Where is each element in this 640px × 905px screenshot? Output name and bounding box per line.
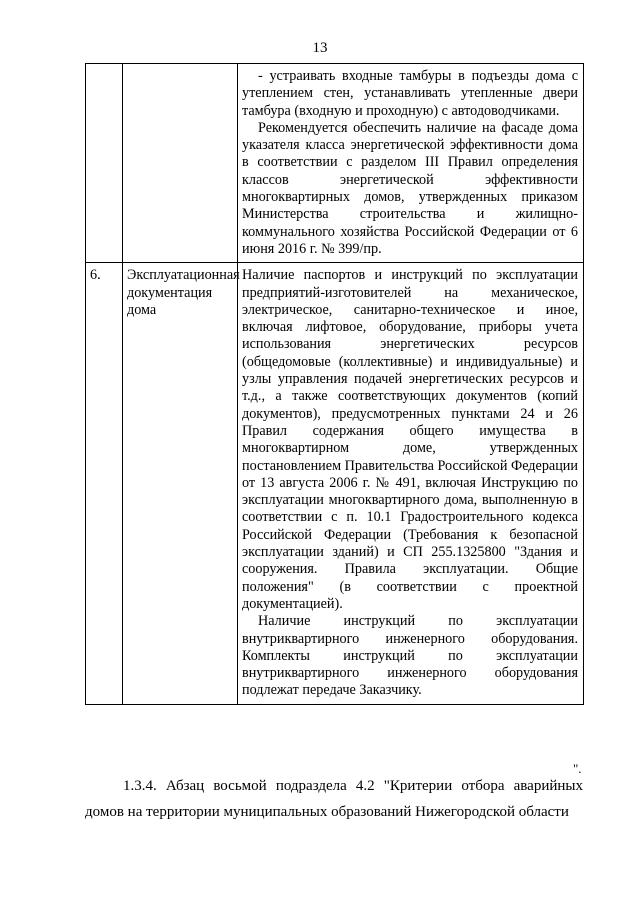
closing-paragraph [85,773,583,825]
content-paragraph: Наличие инструкций по эксплуатации внутриквартирного инженерного оборудования. Комплекты инструкций по эксплуатации внутриквартирного инженерного оборудования подлежат передаче Заказчику. [242,613,578,699]
row-content-cell [238,263,584,704]
page-number: 13 [312,40,328,56]
table-row [86,263,584,704]
row-number-cell [86,64,123,263]
criteria-table [85,63,584,705]
content-paragraph: - устраивать входные тамбуры в подъезды дома с утеплением стен, устанавливать утепленные двери тамбура (входную и проходную) с автодоводчиками. [242,68,578,119]
content-paragraph: Рекомендуется обеспечить наличие на фасаде дома указателя класса энергетической эффективности дома в соответствии с разделом III Правил определения классов энергетической эффективности многоквартирных домов, утвержденных приказом Министерства строительства и жилищно-коммунального хозяйства Российской Федерации от 6 июня 2016 г. № 399/пр. [242,119,578,257]
closing-quote-mark: ". [573,761,582,776]
table-row [86,64,584,263]
content-paragraph: Наличие паспортов и инструкций по эксплуатации предприятий-изготовителей на механическое, электрическое, санитарно-техническое и иное, включая лифтовое, оборудование, приборы учета использования энергетических ресурсов (общедомовые (коллективные) и индивидуальные) и узлы управления подачей энергетических ресурсов и т.д., а также соответствующих документов (копий документов), предусмотренных пунктами 24 и 26 Правил содержания общего имущества в многоквартирном доме, утвержденных постановлением Правительства Российской Федерации от 13 августа 2006 г. № 491, включая Инструкцию по эксплуатации многоквартирного дома, выполненную в соответствии с п. 10.1 Градостроительного кодекса Российской Федерации (Требования к безопасной эксплуатации зданий) и СП 255.1325800 "Здания и сооружения. Правила эксплуатации. Общие положения" (в соответствии с проектной документацией). [242,267,578,612]
row-content-cell [238,64,584,263]
closing-paragraph-text: 1.3.4. Абзац восьмой подраздела 4.2 "Критерии отбора аварийных домов на территории муниципальных образований Нижегородской области [85,778,583,820]
row-name-cell [123,64,238,263]
row-name-cell: Эксплуатационная документация дома [123,263,238,704]
row-number-cell: 6. [86,263,123,704]
